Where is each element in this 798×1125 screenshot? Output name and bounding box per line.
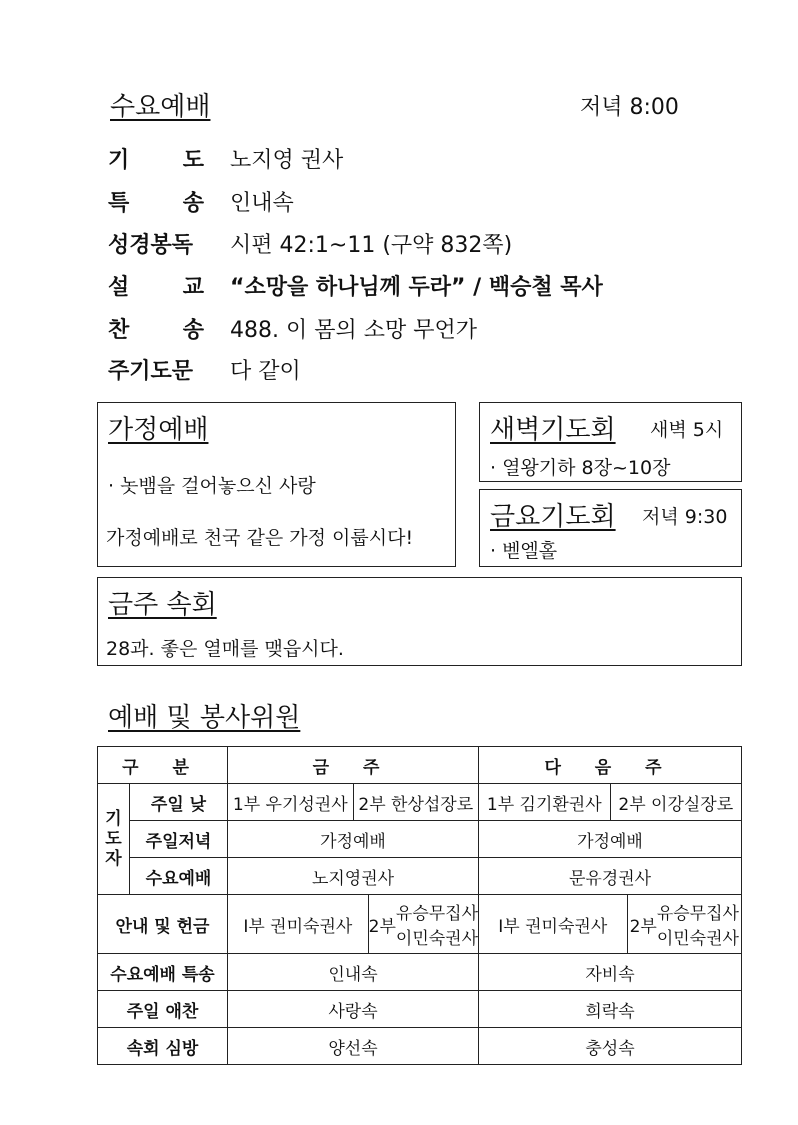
order-value: “소망을 하나님께 두라” / 백승철 목사 [230,275,603,300]
table-row [98,991,742,1028]
order-label: 설 교 [108,275,204,300]
row-label: 안내 및 헌금 [98,895,228,954]
next-week-cell: 가정예배 [479,821,742,858]
table-header-row [98,747,742,784]
this-week-first: I부 권미숙권사 [243,916,353,937]
next-week-cell: 희락속 [479,991,742,1028]
table-row [98,954,742,991]
row-label: 주일 낮 [130,784,228,821]
order-label: 성경봉독 [108,233,194,258]
order-value: 다 같이 [230,359,301,384]
next-week-cell: 문유경권사 [479,858,742,895]
order-value: 488. 이 몸의 소망 무언가 [230,318,477,343]
next-week-second: 2부 이강실장로 [610,784,742,820]
next-week-first: 1부 김기환권사 [486,794,602,815]
next-week-cell: 자비속 [479,954,742,991]
dawn-prayer-title: 새벽기도회 [490,415,616,445]
row-label: 주일 애찬 [98,991,228,1028]
header-next-week: 다 음 주 [479,747,742,784]
table-row [98,784,742,821]
this-week-cell [228,895,479,954]
next-week-first: I부 권미숙권사 [498,916,608,937]
friday-prayer-box [479,489,742,567]
dawn-prayer-time: 새벽 5시 [650,419,724,441]
order-label: 특 송 [108,191,204,216]
next-week-cell [479,895,742,954]
family-worship-message: 가정예배로 천국 같은 가정 이룹시다! [106,527,414,549]
cell-group-box [97,577,742,666]
this-week-first: 1부 우기성권사 [232,794,348,815]
friday-prayer-title: 금요기도회 [490,502,616,532]
committee-table [97,746,742,1065]
row-label: 주일저녁 [130,821,228,858]
table-row [98,1028,742,1065]
friday-prayer-text: · 벧엘홀 [490,540,558,562]
wednesday-title: 수요예배 [110,92,211,122]
this-week-second: 2부 한상섭장로 [353,784,479,820]
family-worship-title: 가정예배 [108,415,209,445]
order-value: 노지영 권사 [230,148,344,173]
cell-group-title: 금주 속회 [108,590,217,620]
next-week-cell [479,784,742,821]
header-category: 구 분 [98,747,228,784]
prayer-group-label: 기 도 자 [98,784,130,895]
order-label: 기 도 [108,148,204,173]
next-week-second: 2부 유승무집사 이민숙권사 [627,895,741,953]
order-label: 주기도문 [108,359,194,384]
wednesday-time: 저녁 8:00 [580,95,679,120]
family-worship-passage: · 놋뱀을 걸어놓으신 사랑 [108,475,316,497]
family-worship-box [97,402,456,567]
this-week-cell: 양선속 [228,1028,479,1065]
row-label: 수요예배 [130,858,228,895]
order-value: 인내속 [230,191,294,216]
this-week-cell [228,784,479,821]
order-label: 찬 송 [108,318,204,343]
dawn-prayer-text: · 열왕기하 8장~10장 [490,457,671,479]
header-this-week: 금 주 [228,747,479,784]
this-week-cell: 노지영권사 [228,858,479,895]
row-label: 속회 심방 [98,1028,228,1065]
friday-prayer-time: 저녁 9:30 [642,506,728,528]
cell-group-text: 28과. 좋은 열매를 맺읍시다. [106,638,344,660]
table-row [98,821,742,858]
row-label: 수요예배 특송 [98,954,228,991]
next-week-cell: 충성속 [479,1028,742,1065]
this-week-second: 2부 유승무집사 이민숙권사 [368,895,478,953]
dawn-prayer-box [479,402,742,482]
committee-title: 예배 및 봉사위원 [108,703,301,733]
this-week-cell: 사랑속 [228,991,479,1028]
this-week-cell: 가정예배 [228,821,479,858]
this-week-cell: 인내속 [228,954,479,991]
table-row [98,858,742,895]
order-value: 시편 42:1~11 (구약 832쪽) [230,233,513,258]
table-row [98,895,742,954]
